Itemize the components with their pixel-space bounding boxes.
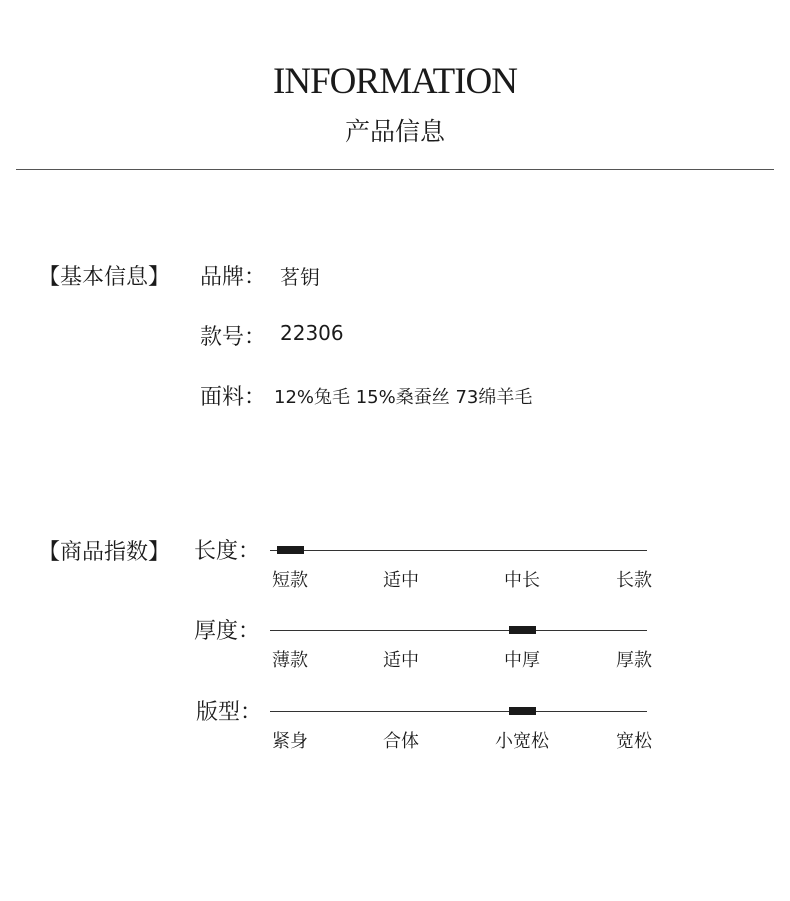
- thickness-option-thick: 厚款: [616, 650, 652, 671]
- length-option-short: 短款: [272, 570, 308, 591]
- fit-option-slightly-loose: 小宽松: [495, 731, 549, 752]
- page-subtitle: 产品信息: [344, 117, 445, 146]
- brand-value: 茗钥: [280, 265, 320, 289]
- fit-marker: [509, 707, 536, 715]
- length-scale-line: [270, 550, 647, 551]
- thickness-option-thin: 薄款: [272, 650, 308, 671]
- page-title: INFORMATION: [273, 61, 517, 102]
- thickness-label: 厚度：: [194, 619, 261, 644]
- fit-option-loose: 宽松: [616, 731, 652, 752]
- model-value: 22306: [280, 321, 344, 345]
- thickness-marker: [509, 626, 536, 634]
- basic-info-section-label: 【基本信息】: [38, 265, 171, 290]
- material-value: 12%兔毛 15%桑蚕丝 73绵羊毛: [274, 387, 533, 408]
- length-option-long: 长款: [616, 570, 652, 591]
- material-label: 面料：: [200, 385, 267, 410]
- length-option-mid-long: 中长: [504, 570, 540, 591]
- brand-label: 品牌：: [200, 265, 267, 290]
- model-label: 款号：: [200, 325, 267, 350]
- product-index-section-label: 【商品指数】: [38, 540, 171, 565]
- fit-option-slim: 紧身: [272, 731, 308, 752]
- thickness-option-moderate: 适中: [383, 650, 419, 671]
- header-divider: [16, 169, 774, 170]
- length-option-moderate: 适中: [383, 570, 419, 591]
- length-marker: [277, 546, 304, 554]
- thickness-scale-line: [270, 630, 647, 631]
- length-label: 长度：: [194, 539, 261, 564]
- fit-scale-line: [270, 711, 647, 712]
- fit-option-regular: 合体: [383, 731, 419, 752]
- fit-label: 版型：: [196, 700, 263, 725]
- thickness-option-medium-thick: 中厚: [504, 650, 540, 671]
